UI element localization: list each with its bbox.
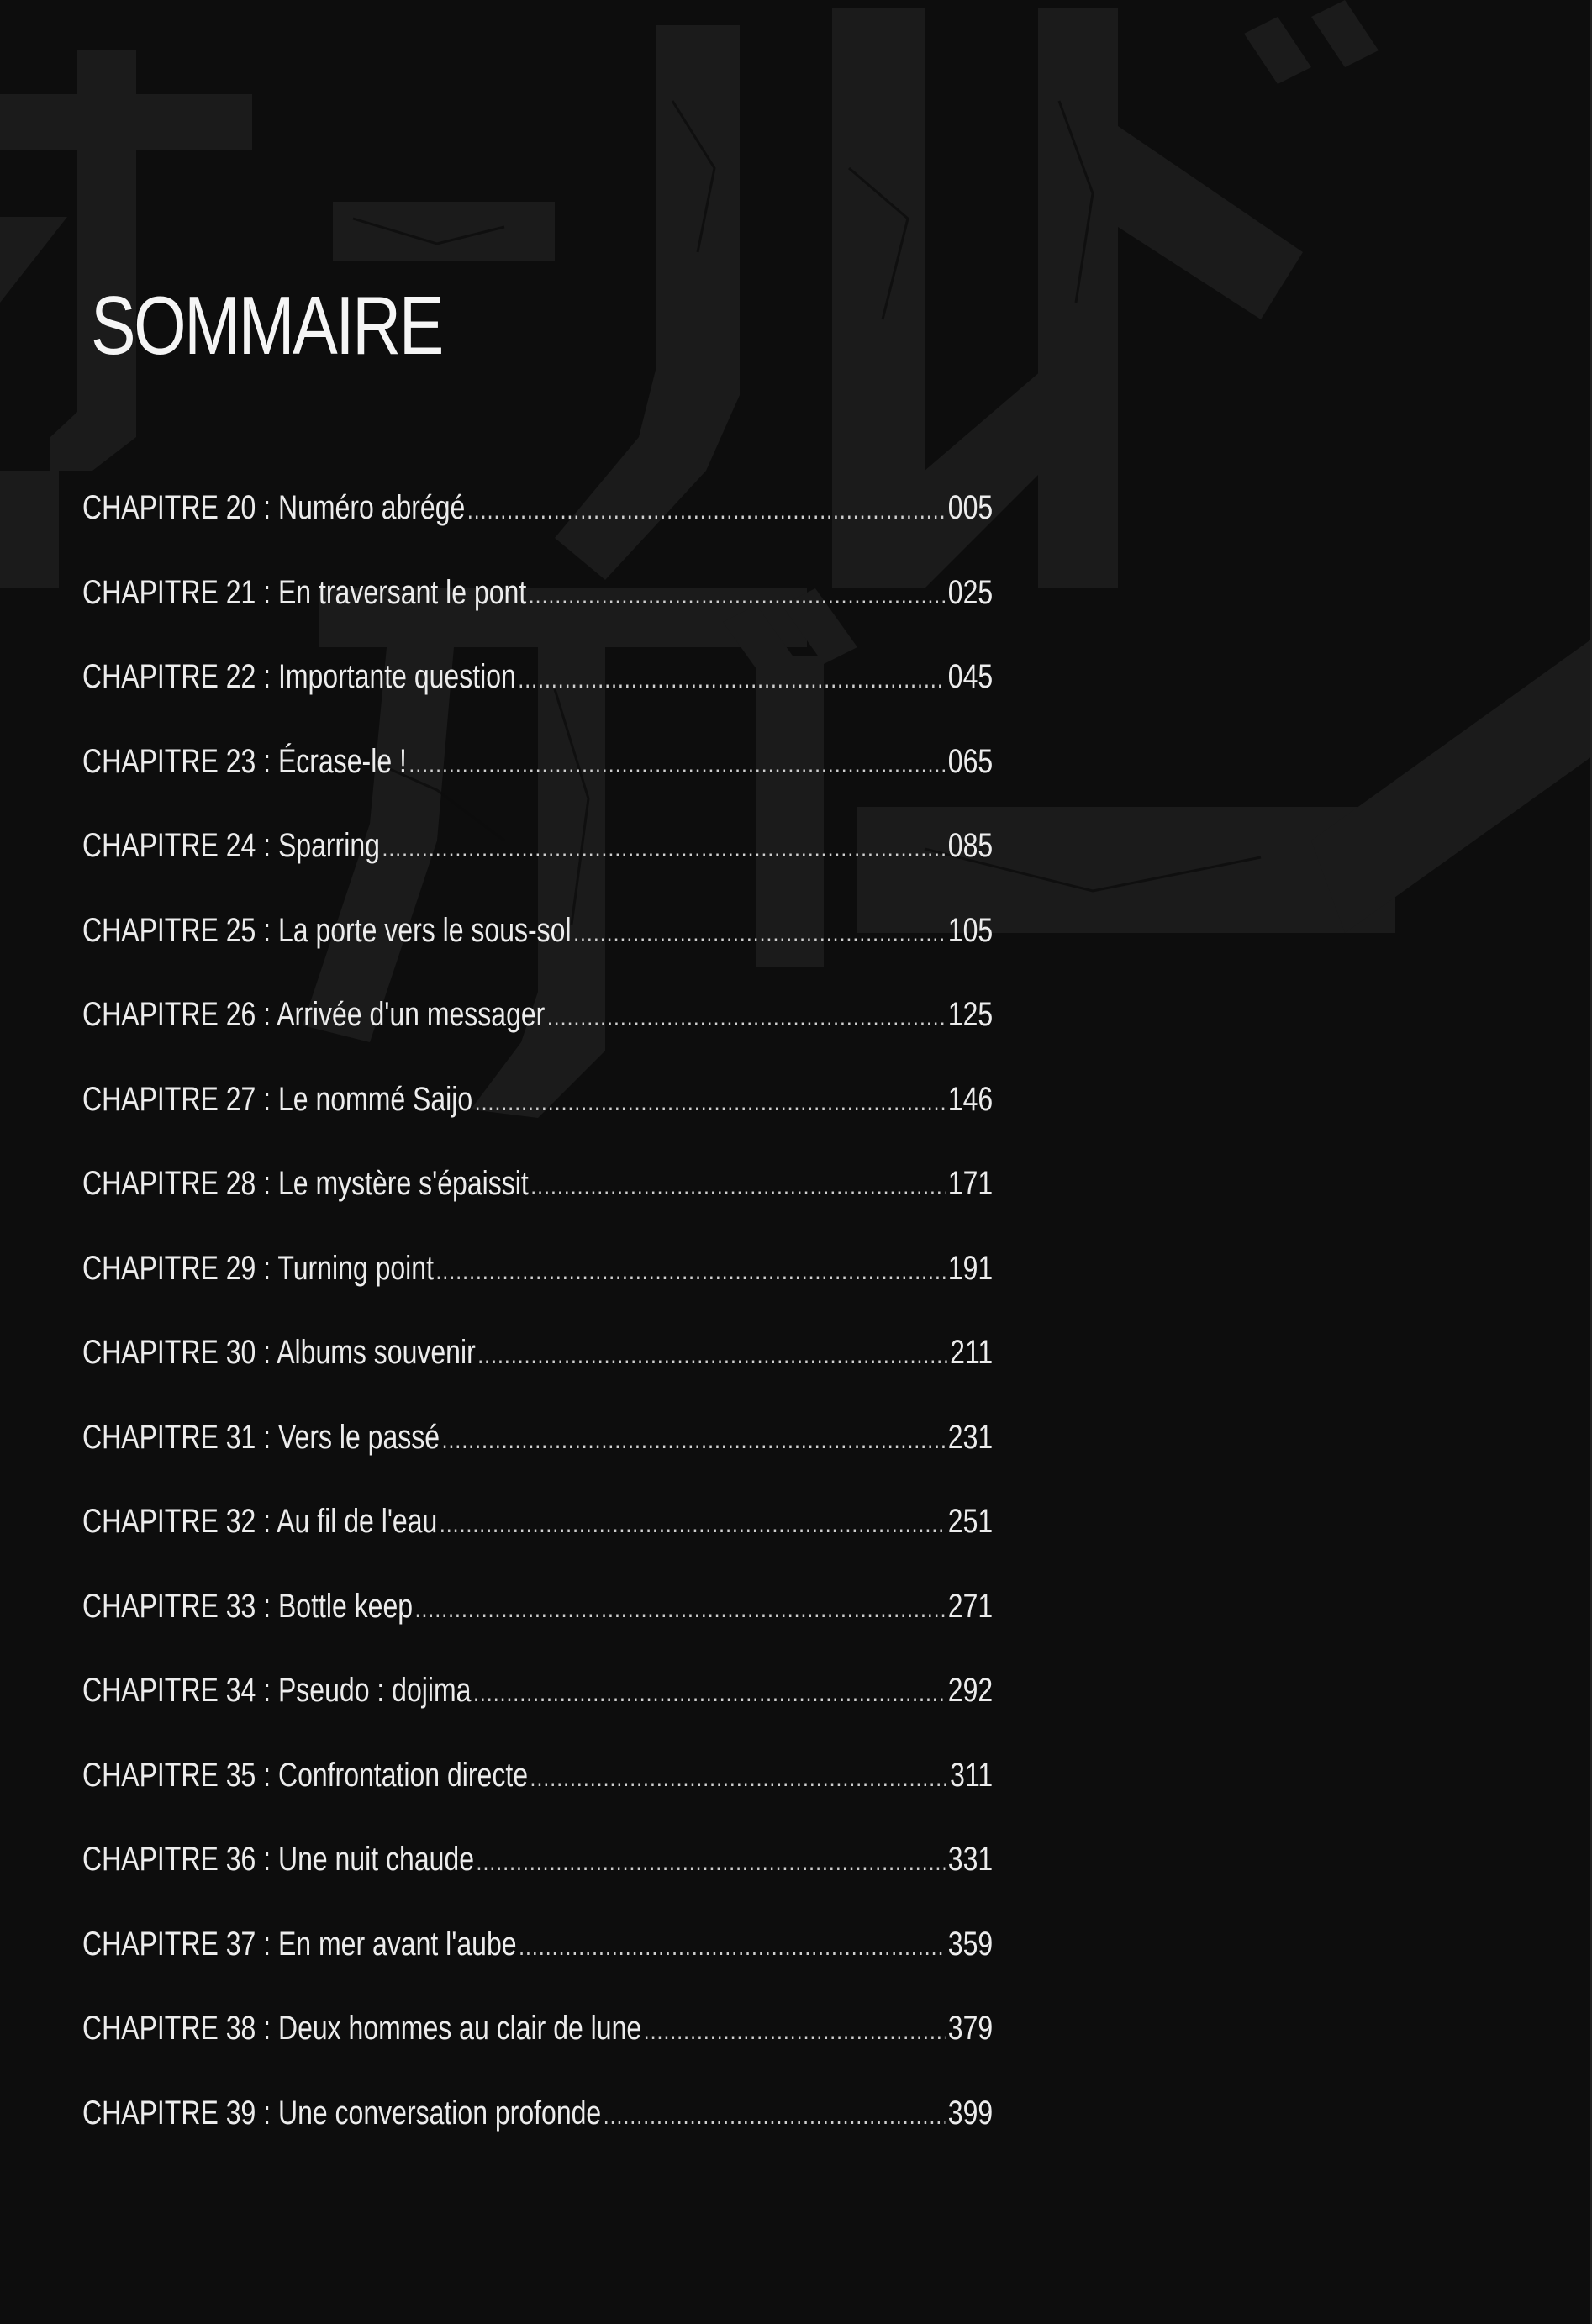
dot-leader bbox=[519, 1924, 946, 1968]
toc-entry-title: CHAPITRE 34 : Pseudo : dojima bbox=[82, 1672, 472, 1709]
toc-entry bbox=[82, 2091, 994, 2176]
toc-entry bbox=[82, 1078, 994, 1162]
toc-entry-page: 171 bbox=[947, 1165, 994, 1202]
toc-entry bbox=[82, 1415, 994, 1500]
toc-entry-title: CHAPITRE 35 : Confrontation directe bbox=[82, 1756, 529, 1794]
dot-leader bbox=[644, 2008, 946, 2052]
toc-entry-page: 311 bbox=[950, 1756, 994, 1794]
dot-leader bbox=[475, 1079, 946, 1123]
toc-entry bbox=[82, 571, 994, 656]
toc-entry-page: 271 bbox=[947, 1587, 994, 1625]
toc-entry bbox=[82, 1922, 994, 2007]
dot-leader bbox=[573, 910, 946, 954]
dot-leader bbox=[604, 2093, 946, 2137]
dot-leader bbox=[547, 994, 946, 1038]
toc-entry-title: CHAPITRE 38 : Deux hommes au clair de lune bbox=[82, 2010, 642, 2047]
toc-entry-page: 085 bbox=[947, 827, 994, 864]
toc-entry bbox=[82, 1499, 994, 1584]
toc-entry-page: 146 bbox=[947, 1080, 994, 1118]
toc-entry bbox=[82, 909, 994, 993]
toc-entry bbox=[82, 1753, 994, 1838]
toc-entry-title: CHAPITRE 22 : Importante question bbox=[82, 658, 516, 695]
dot-leader bbox=[441, 1417, 945, 1461]
toc-entry-page: 025 bbox=[947, 573, 994, 611]
toc-entry bbox=[82, 740, 994, 825]
toc-entry-page: 065 bbox=[947, 742, 994, 780]
toc-entry-title: CHAPITRE 33 : Bottle keep bbox=[82, 1587, 414, 1625]
toc-entry-title: CHAPITRE 23 : Écrase-le ! bbox=[82, 742, 407, 780]
toc-entry-page: 211 bbox=[950, 1334, 994, 1371]
toc-entry-page: 292 bbox=[947, 1672, 994, 1709]
toc-entry-title: CHAPITRE 21 : En traversant le pont bbox=[82, 573, 527, 611]
toc-entry-title: CHAPITRE 27 : Le nommé Saijo bbox=[82, 1080, 473, 1118]
toc-entry bbox=[82, 1668, 994, 1753]
toc-entry-title: CHAPITRE 26 : Arrivée d'un messager bbox=[82, 996, 546, 1033]
toc-entry-page: 331 bbox=[947, 1841, 994, 1878]
dot-leader bbox=[414, 1586, 945, 1630]
toc-entry-page: 359 bbox=[947, 1925, 994, 1963]
dot-leader bbox=[382, 825, 945, 869]
toc-entry-title: CHAPITRE 29 : Turning point bbox=[82, 1249, 434, 1287]
toc-entry-title: CHAPITRE 32 : Au fil de l'eau bbox=[82, 1503, 438, 1540]
toc-entry-page: 379 bbox=[947, 2010, 994, 2047]
dot-leader bbox=[435, 1248, 945, 1292]
toc-entry-title: CHAPITRE 28 : Le mystère s'épaissit bbox=[82, 1165, 529, 1202]
dot-leader bbox=[476, 1839, 945, 1883]
dot-leader bbox=[409, 741, 945, 785]
toc-entry-page: 191 bbox=[947, 1249, 994, 1287]
toc-entry bbox=[82, 1246, 994, 1331]
toc-entry-page: 045 bbox=[947, 658, 994, 695]
dot-leader bbox=[529, 572, 946, 616]
dot-leader bbox=[518, 656, 945, 700]
dot-leader bbox=[530, 1755, 947, 1799]
toc-entry-title: CHAPITRE 37 : En mer avant l'aube bbox=[82, 1925, 517, 1963]
toc-entry bbox=[82, 486, 994, 571]
toc-entry-title: CHAPITRE 30 : Albums souvenir bbox=[82, 1334, 476, 1371]
toc-entry-page: 399 bbox=[947, 2094, 994, 2132]
toc-entry-page: 005 bbox=[947, 489, 994, 526]
toc-entry bbox=[82, 2006, 994, 2091]
dot-leader bbox=[440, 1501, 946, 1545]
toc-entry-page: 231 bbox=[947, 1418, 994, 1456]
toc-entry-page: 125 bbox=[947, 996, 994, 1033]
dot-leader bbox=[477, 1332, 947, 1376]
toc-entry-title: CHAPITRE 24 : Sparring bbox=[82, 827, 380, 864]
dot-leader bbox=[530, 1163, 945, 1207]
toc-entry bbox=[82, 824, 994, 909]
toc-entry-title: CHAPITRE 39 : Une conversation profonde bbox=[82, 2094, 602, 2132]
toc-entry-title: CHAPITRE 25 : La porte vers le sous-sol bbox=[82, 911, 572, 949]
toc-entry-title: CHAPITRE 31 : Vers le passé bbox=[82, 1418, 440, 1456]
dot-leader bbox=[467, 487, 946, 531]
dot-leader bbox=[473, 1670, 946, 1714]
toc-entry-page: 105 bbox=[947, 911, 994, 949]
toc-entry bbox=[82, 1162, 994, 1246]
toc-entry bbox=[82, 1584, 994, 1669]
toc-entry-title: CHAPITRE 36 : Une nuit chaude bbox=[82, 1841, 475, 1878]
table-of-contents bbox=[82, 486, 994, 2175]
page-title: SOMMAIRE bbox=[91, 279, 442, 372]
toc-entry-page: 251 bbox=[947, 1503, 994, 1540]
toc-entry bbox=[82, 993, 994, 1078]
toc-entry bbox=[82, 1331, 994, 1415]
toc-entry bbox=[82, 655, 994, 740]
toc-entry-title: CHAPITRE 20 : Numéro abrégé bbox=[82, 489, 466, 526]
toc-entry bbox=[82, 1837, 994, 1922]
